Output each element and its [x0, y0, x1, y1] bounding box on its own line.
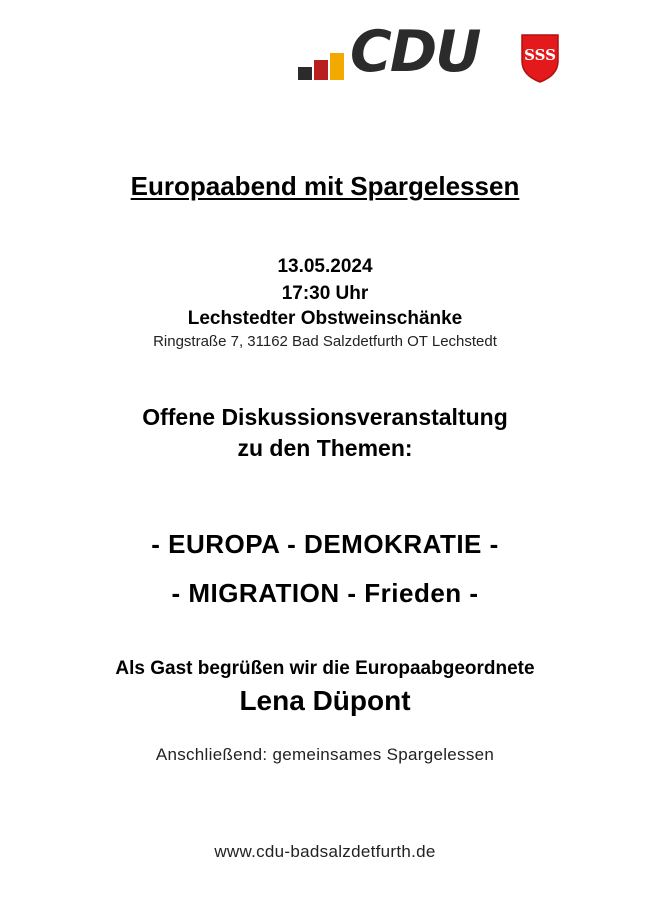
event-venue: Lechstedter Obstweinschänke [187, 308, 463, 329]
town-crest-icon [520, 33, 560, 83]
crest-lettering: SSS [524, 46, 556, 64]
event-time: 17:30 Uhr [281, 283, 369, 304]
discussion-line-2: zu den Themen: [237, 435, 413, 461]
topics-line-2: - MIGRATION - Frieden - [171, 578, 479, 608]
guest-intro: Als Gast begrüßen wir die Europaabgeordnete [115, 658, 535, 679]
event-address: Ringstraße 7, 31162 Bad Salzdetfurth OT Lechstedt [153, 333, 497, 350]
logo-bar-red [314, 60, 328, 80]
discussion-heading [0, 402, 650, 464]
event-date: 13.05.2024 [277, 256, 373, 277]
after-event-note: Anschließend: gemeinsames Spargelessen [155, 745, 495, 764]
website-link[interactable]: www.cdu-badsalzdetfurth.de [214, 842, 436, 861]
discussion-line-1: Offene Diskussionsveranstaltung [142, 404, 508, 430]
logo-bar-dark [298, 67, 312, 80]
logo-bar-gold [330, 53, 344, 80]
event-title: Europaabend mit Spargelessen [130, 171, 520, 201]
topics-line-1: - EUROPA - DEMOKRATIE - [151, 529, 499, 559]
guest-name: Lena Düpont [239, 685, 411, 716]
cdu-wordmark: CDU [350, 19, 480, 85]
